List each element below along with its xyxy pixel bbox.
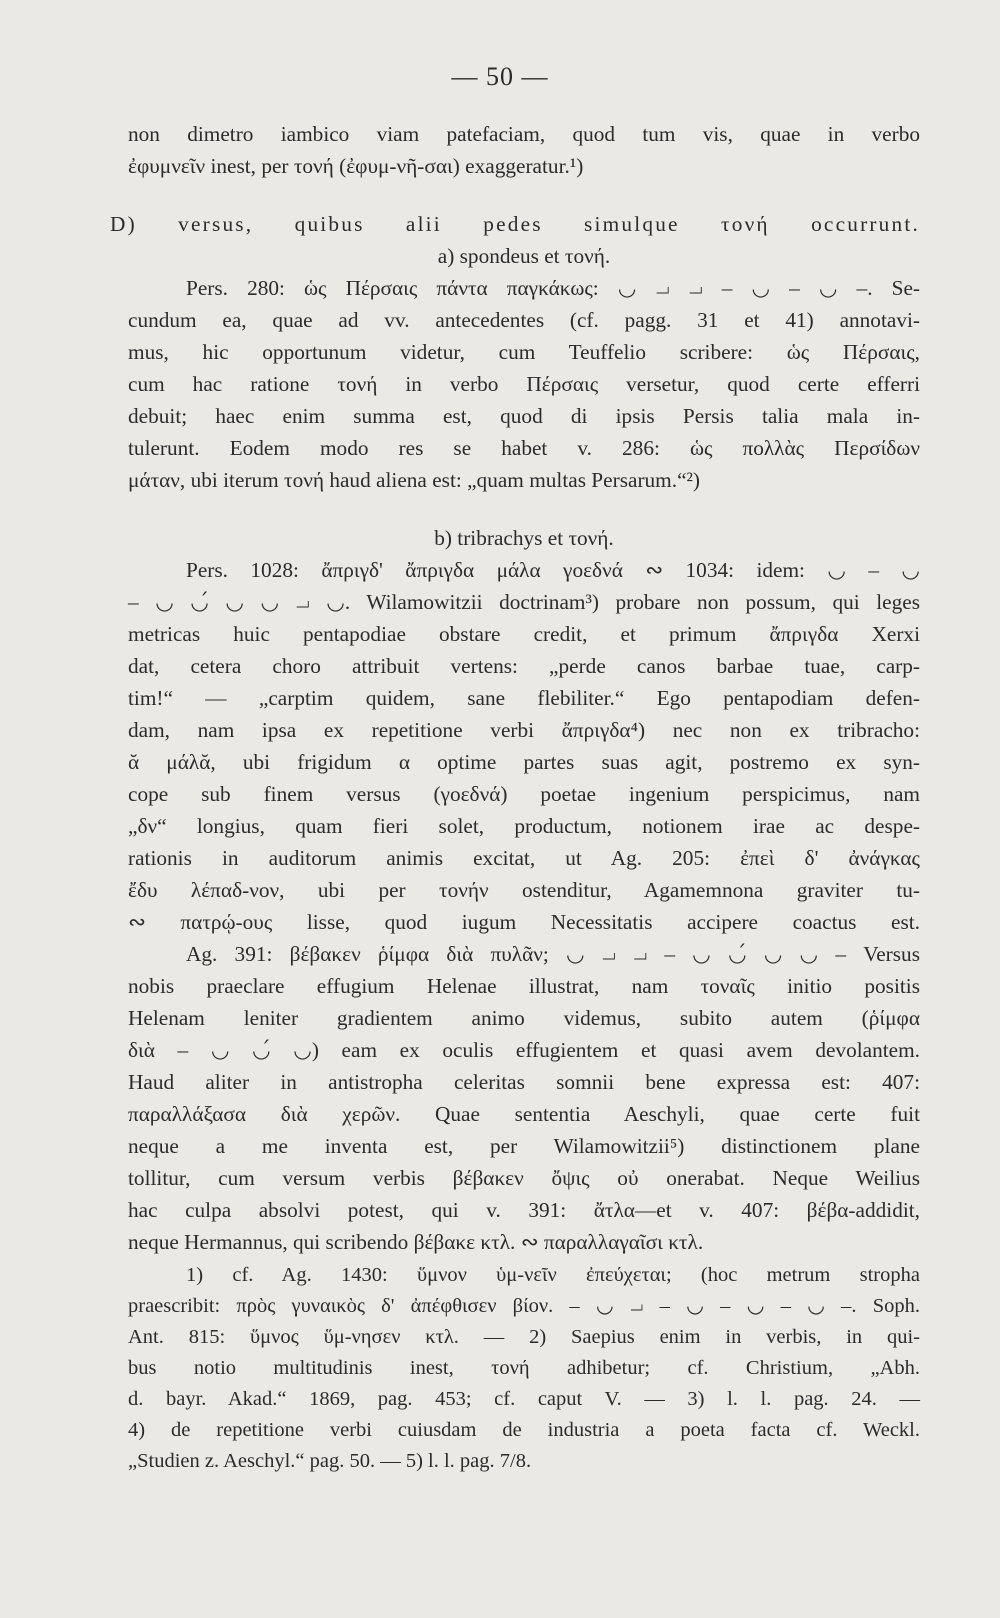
text-line: παραλλάξασα διὰ χερῶν. Quae sententia Aeschyli, quae certe fuit — [128, 1102, 920, 1126]
text-line: μάταν, ubi iterum τονή haud aliena est: „quam multas Persarum.“²) — [128, 468, 701, 492]
footnote-line: 4) de repetitione verbi cuiusdam de industria a poeta facta cf. Weckl. — [128, 1419, 920, 1441]
footnote-line: praescribit: πρὸς γυναικὸς δ' ἀπέφθισεν βίον. – ◡ ⏗ – ◡ – ◡ – ◡ –. Soph. — [128, 1295, 920, 1317]
text-line: „δν“ longius, quam fieri solet, productum, notionem irae ac despe- — [128, 814, 920, 838]
text-line: ᾰ μάλᾰ, ubi frigidum α optime partes suas agit, postremo ex syn- — [128, 750, 920, 774]
page-number: — 50 — — [451, 62, 549, 91]
main-text — [110, 118, 920, 1258]
subsection-heading: a) spondeus et τονή. — [437, 244, 611, 268]
section-heading: D) versus, quibus alii pedes simulque τονή occurrunt. — [110, 212, 920, 236]
text-line: hac culpa absolvi potest, qui v. 391: ἄτλα—et v. 407: βέβα-addidit, — [128, 1198, 920, 1222]
text-line: tollitur, cum versum verbis βέβακεν ὄψις οὐ onerabat. Neque Weilius — [128, 1166, 920, 1190]
footnote-line: d. bayr. Akad.“ 1869, pag. 453; cf. caput V. — 3) l. l. pag. 24. — — [128, 1388, 920, 1410]
text-line: neque Hermannus, qui scribendo βέβακε κτλ. ∾ παραλλαγαῖσι κτλ. — [128, 1230, 704, 1254]
text-line: – ◡ ◡́ ◡ ◡ ⏗ ◡. Wilamowitzii doctrinam³) probare non possum, qui leges — [128, 590, 920, 614]
text-line: Ag. 391: βέβακεν ῥίμφα διὰ πυλᾶν; ◡ ⏗ ⏗ – ◡ ◡́ ◡ ◡ – Versus — [186, 942, 920, 966]
subsection-heading: b) tribrachys et τονή. — [434, 526, 614, 550]
text-line: tim!“ — „carptim quidem, sane flebiliter.“ Ego pentapodiam defen- — [128, 686, 920, 710]
text-line: Helenam leniter gradientem animo videmus, subito autem (ῥίμφα — [128, 1006, 920, 1030]
text-line: metricas huic pentapodiae obstare credit, et primum ἄπριγδα Xerxi — [128, 622, 920, 646]
text-line: ἐφυμνεῖν inest, per τονή (ἐφυμ-νῆ-σαι) exaggeratur.¹) — [128, 154, 584, 178]
footnote-line: Ant. 815: ὕμνος ὕμ-νησεν κτλ. — 2) Saepius enim in verbis, in qui- — [128, 1326, 920, 1348]
footnote-line: „Studien z. Aeschyl.“ pag. 50. — 5) l. l. pag. 7/8. — [128, 1450, 532, 1472]
text-line: neque a me inventa est, per Wilamowitzii⁵) distinctionem plane — [128, 1134, 920, 1158]
text-line: dam, nam ipsa ex repetitione verbi ἄπριγδα⁴) nec non ex tribracho: — [128, 718, 920, 742]
text-line: cope sub finem versus (γοεδνά) poetae ingenium perspicimus, nam — [128, 782, 920, 806]
text-line: debuit; haec enim summa est, quod di ipsis Persis talia mala in- — [128, 404, 920, 428]
text-line: cum hac ratione τονή in verbo Πέρσαις versetur, quod certe efferri — [128, 372, 920, 396]
text-line: διὰ – ◡ ◡́ ◡) eam ex oculis effugientem et quasi avem devolantem. — [128, 1038, 920, 1062]
text-line: Pers. 1028: ἄπριγδ' ἄπριγδα μάλα γοεδνά ∾ 1034: idem: ◡ – ◡ — [186, 558, 920, 582]
text-line: Haud aliter in antistropha celeritas somnii bene expressa est: 407: — [128, 1070, 920, 1094]
text-line: rationis in auditorum animis excitat, ut Ag. 205: ἐπεὶ δ' ἀνάγκας — [128, 846, 920, 870]
text-line: tulerunt. Eodem modo res se habet v. 286: ὡς πολλὰς Περσίδων — [128, 436, 920, 460]
text-line: nobis praeclare effugium Helenae illustrat, nam τοναῖς initio positis — [128, 974, 920, 998]
text-line: ἔδυ λέπαδ-νον, ubi per τονήν ostenditur, Agamemnona graviter tu- — [128, 878, 920, 902]
footnote-line: bus notio multitudinis inest, τονή adhibetur; cf. Christium, „Abh. — [128, 1357, 920, 1379]
text-line: Pers. 280: ὡς Πέρσαις πάντα παγκάκως: ◡ ⏗ ⏗ – ◡ – ◡ –. Se- — [186, 276, 920, 300]
text-line: cundum ea, quae ad vv. antecedentes (cf. pagg. 31 et 41) annotavi- — [128, 308, 920, 332]
footnotes — [128, 1260, 920, 1477]
text-line: ∾ πατρῴ-ους lisse, quod iugum Necessitatis accipere coactus est. — [128, 910, 920, 934]
footnote-line: 1) cf. Ag. 1430: ὕμνον ὑμ-νεῖν ἐπεύχεται; (hoc metrum stropha — [186, 1264, 920, 1286]
text-line: non dimetro iambico viam patefaciam, quod tum vis, quae in verbo — [128, 122, 920, 146]
text-line: mus, hic opportunum videtur, cum Teuffelio scribere: ὡς Πέρσαις, — [128, 340, 920, 364]
text-line: dat, cetera choro attribuit vertens: „perde canos barbae tuae, carp- — [128, 654, 920, 678]
